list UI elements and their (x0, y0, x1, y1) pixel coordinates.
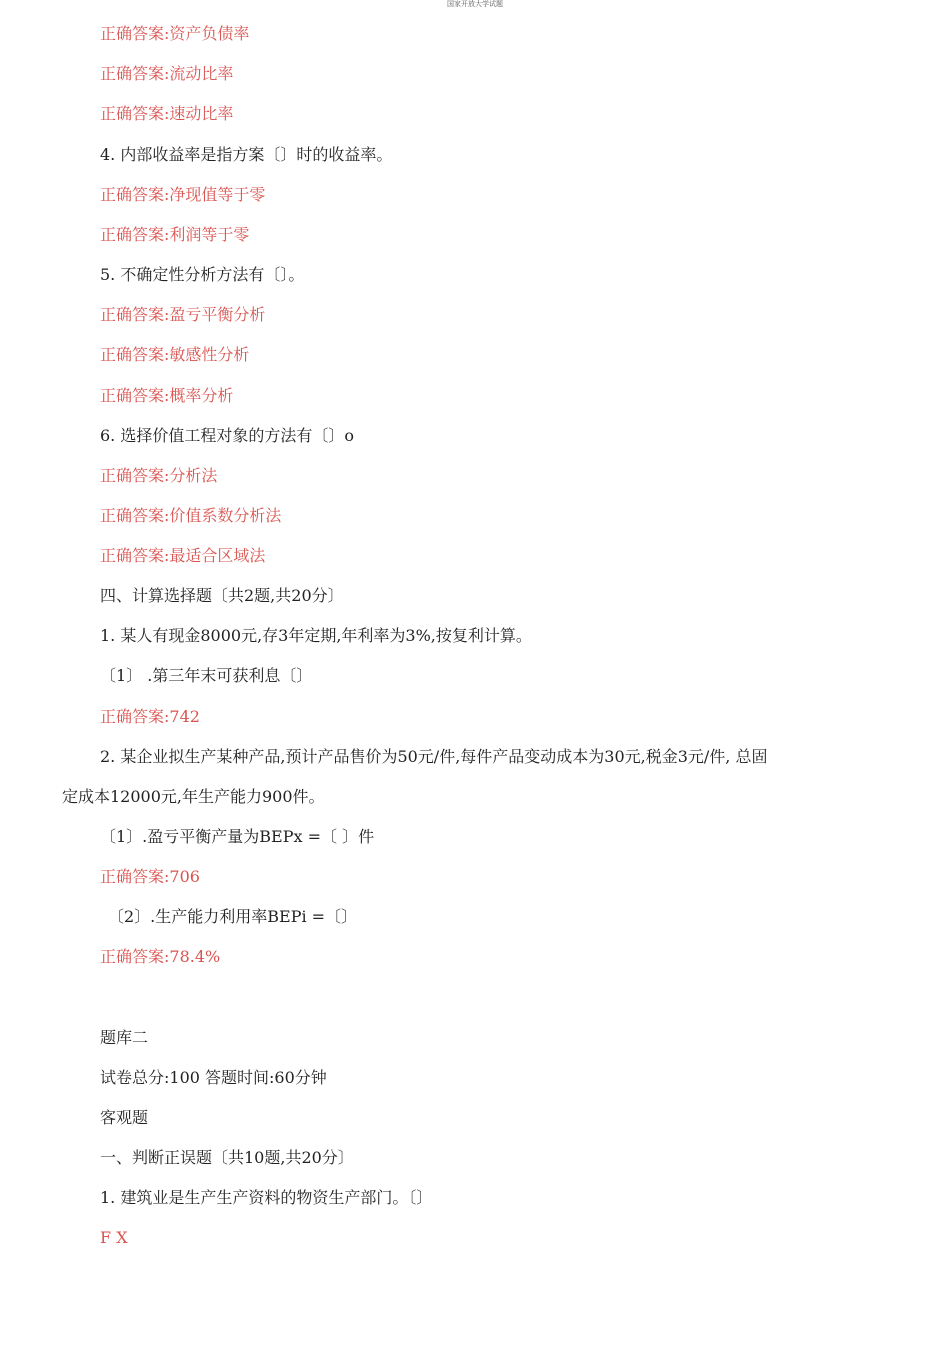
exam-info: 试卷总分:100 答题时间:60分钟 (100, 1068, 327, 1087)
sub-question: 〔1〕.盈亏平衡产量为BEPx =〔 〕件 (100, 827, 375, 846)
answer-line: 正确答案:盈亏平衡分析 (100, 305, 266, 324)
answer-line: 正确答案:利润等于零 (100, 225, 250, 244)
answer-line: 正确答案:概率分析 (100, 386, 234, 405)
answer-line: 正确答案:742 (100, 707, 200, 726)
sub-question: 〔2〕.生产能力利用率BEPi =〔〕 (108, 907, 358, 926)
section-heading: 一、判断正误题〔共10题,共20分〕 (100, 1148, 354, 1167)
question-4: 4. 内部收益率是指方案〔〕时的收益率。 (100, 145, 393, 164)
answer-line: 正确答案:分析法 (100, 466, 218, 485)
answer-options: F X (100, 1228, 128, 1247)
section-heading: 四、计算选择题〔共2题,共20分〕 (100, 586, 344, 605)
answer-line: 正确答案:706 (100, 867, 200, 886)
calc-question-2-cont: 定成本12000元,年生产能力900件。 (62, 787, 325, 806)
objective-heading: 客观题 (100, 1108, 149, 1127)
calc-question-1: 1. 某人有现金8000元,存3年定期,年利率为3%,按复利计算。 (100, 626, 532, 645)
sub-question: 〔1〕 .第三年末可获利息〔〕 (100, 666, 313, 685)
answer-line: 正确答案:最适合区域法 (100, 546, 266, 565)
answer-line: 正确答案:流动比率 (100, 64, 234, 83)
answer-line: 正确答案:净现值等于零 (100, 185, 266, 204)
answer-line: 正确答案:敏感性分析 (100, 345, 250, 364)
judge-question-1: 1. 建筑业是生产生产资料的物资生产部门。〔〕 (100, 1188, 433, 1207)
answer-line: 正确答案:速动比率 (100, 104, 234, 123)
page-header: 国家开放大学试题 (447, 0, 503, 8)
question-6: 6. 选择价值工程对象的方法有〔〕o (100, 426, 354, 445)
question-5: 5. 不确定性分析方法有〔〕。 (100, 265, 305, 284)
calc-question-2: 2. 某企业拟生产某种产品,预计产品售价为50元/件,每件产品变动成本为30元,税金3元/件, 总固 (100, 747, 768, 766)
answer-line: 正确答案:资产负债率 (100, 24, 250, 43)
answer-line: 正确答案:78.4% (100, 947, 221, 966)
answer-line: 正确答案:价值系数分析法 (100, 506, 282, 525)
bank-title: 题库二 (100, 1028, 149, 1047)
